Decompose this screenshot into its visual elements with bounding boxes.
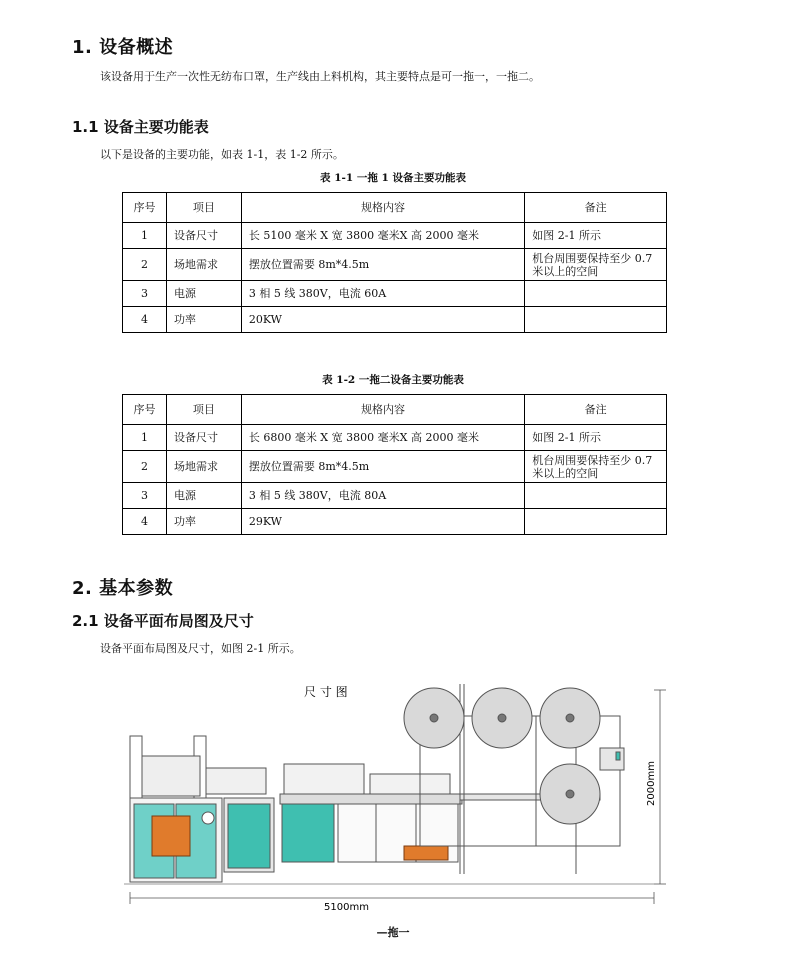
header-cell: 序号 bbox=[123, 395, 167, 425]
header-cell: 规格内容 bbox=[241, 395, 524, 425]
table-cell: 机台周围要保持至少 0.7 米以上的空间 bbox=[525, 451, 667, 483]
table-cell: 机台周围要保持至少 0.7 米以上的空间 bbox=[525, 249, 667, 281]
section-1-text: 该设备用于生产一次性无纺布口罩，生产线由上料机构，其主要特点是可一拖一，一拖二。 bbox=[100, 70, 540, 83]
table-cell: 电源 bbox=[166, 483, 241, 509]
table-cell: 功率 bbox=[166, 307, 241, 333]
table-1-caption: 表 1-1 一拖 1 设备主要功能表 bbox=[320, 172, 466, 184]
table-cell: 如图 2-1 所示 bbox=[525, 425, 667, 451]
dimension-drawing bbox=[124, 656, 676, 914]
header-cell: 规格内容 bbox=[241, 193, 524, 223]
table-cell: 摆放位置需要 8m*4.5m bbox=[241, 249, 524, 281]
table-cell: 2 bbox=[123, 249, 167, 281]
section-2-1-text: 设备平面布局图及尺寸，如图 2-1 所示。 bbox=[100, 642, 301, 655]
table-cell: 20KW bbox=[241, 307, 524, 333]
table-cell: 摆放位置需要 8m*4.5m bbox=[241, 451, 524, 483]
table-cell: 3 bbox=[123, 281, 167, 307]
header-cell: 序号 bbox=[123, 193, 167, 223]
section-1-title: 1. 设备概述 bbox=[72, 37, 174, 58]
table-2 bbox=[122, 394, 667, 535]
table-cell: 3 相 5 线 380V，电流 60A bbox=[241, 281, 524, 307]
table-cell bbox=[525, 307, 667, 333]
table-1 bbox=[122, 192, 667, 333]
header-cell: 备注 bbox=[525, 193, 667, 223]
width-dimension: 5100mm bbox=[324, 902, 369, 913]
table-row bbox=[123, 223, 667, 249]
header-cell: 项目 bbox=[166, 193, 241, 223]
table-cell: 29KW bbox=[241, 509, 524, 535]
section-2-1-title: 2.1 设备平面布局图及尺寸 bbox=[72, 612, 254, 630]
table-header-row bbox=[123, 193, 667, 223]
table-row bbox=[123, 249, 667, 281]
page-footer: —拖一 bbox=[376, 926, 410, 939]
table-cell: 3 相 5 线 380V，电流 80A bbox=[241, 483, 524, 509]
table-cell: 长 5100 毫米 X 宽 3800 毫米X 高 2000 毫米 bbox=[241, 223, 524, 249]
table-cell: 场地需求 bbox=[166, 249, 241, 281]
table-cell: 电源 bbox=[166, 281, 241, 307]
table-row bbox=[123, 425, 667, 451]
section-2-title: 2. 基本参数 bbox=[72, 578, 174, 599]
table-cell: 如图 2-1 所示 bbox=[525, 223, 667, 249]
table-row bbox=[123, 509, 667, 535]
header-cell: 备注 bbox=[525, 395, 667, 425]
table-cell: 功率 bbox=[166, 509, 241, 535]
table-header-row bbox=[123, 395, 667, 425]
table-cell: 4 bbox=[123, 509, 167, 535]
table-row bbox=[123, 483, 667, 509]
table-cell bbox=[525, 483, 667, 509]
table-cell: 设备尺寸 bbox=[166, 223, 241, 249]
table-row bbox=[123, 307, 667, 333]
table-cell: 3 bbox=[123, 483, 167, 509]
section-1-1-text: 以下是设备的主要功能，如表 1-1，表 1-2 所示。 bbox=[100, 148, 344, 161]
height-dimension: 2000mm bbox=[646, 761, 657, 806]
table-row bbox=[123, 281, 667, 307]
table-cell bbox=[525, 281, 667, 307]
table-cell: 1 bbox=[123, 425, 167, 451]
table-2-caption: 表 1-2 一拖二设备主要功能表 bbox=[322, 374, 464, 386]
table-cell: 设备尺寸 bbox=[166, 425, 241, 451]
table-row bbox=[123, 451, 667, 483]
table-cell: 场地需求 bbox=[166, 451, 241, 483]
table-cell bbox=[525, 509, 667, 535]
section-1-1-title: 1.1 设备主要功能表 bbox=[72, 118, 209, 136]
table-cell: 2 bbox=[123, 451, 167, 483]
table-cell: 4 bbox=[123, 307, 167, 333]
drawing-label: 尺 寸 图 bbox=[304, 685, 348, 699]
table-cell: 长 6800 毫米 X 宽 3800 毫米X 高 2000 毫米 bbox=[241, 425, 524, 451]
header-cell: 项目 bbox=[166, 395, 241, 425]
table-cell: 1 bbox=[123, 223, 167, 249]
